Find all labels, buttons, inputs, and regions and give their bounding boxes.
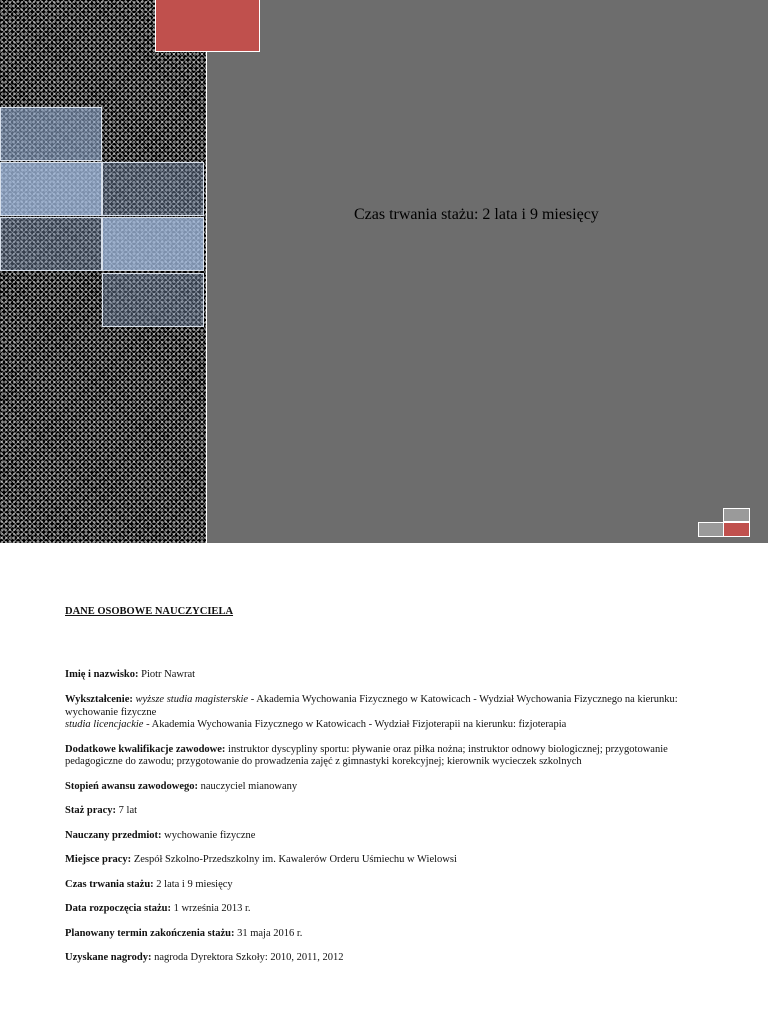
field-value: 7 lat (116, 805, 138, 816)
education-detail-1: - Akademia Wychowania Fizycznego w Katowicach - Wydział Wychowania Fizycznego na kierunku: wychowanie fizyczne (65, 694, 678, 718)
education-detail-2: - Akademia Wychowania Fizycznego w Katowicach - Wydział Fizjoterapii na kierunku: fizjoterapia (143, 719, 567, 730)
field-education (65, 694, 705, 732)
section-heading: DANE OSOBOWE NAUCZYCIELA (65, 606, 234, 617)
cover-tile (0, 217, 102, 271)
field-value: 31 maja 2016 r. (234, 927, 303, 939)
field-rank (65, 781, 705, 794)
cover-title: Czas trwania stażu: 2 lata i 9 miesięcy (354, 206, 599, 223)
education-degree-1: wyższe studia magisterskie (135, 694, 249, 705)
field-value: nauczyciel mianowany (198, 780, 298, 792)
cover-deco-square (698, 522, 724, 537)
field-label: Wykształcenie: (65, 694, 133, 705)
field-subject (65, 830, 705, 843)
field-label: Miejsce pracy: (65, 854, 132, 865)
field-name (65, 669, 705, 682)
field-label: Planowany termin zakończenia stażu: (65, 927, 235, 939)
field-end-date (65, 928, 705, 941)
cover-red-block (155, 0, 260, 52)
cover-tile (0, 107, 102, 161)
field-label: Imię i nazwisko: (65, 668, 139, 680)
cover-tile (102, 162, 204, 216)
field-label: Staż pracy: (65, 805, 117, 816)
cover-pattern-panel (0, 0, 207, 543)
field-duration (65, 879, 705, 892)
cover-tile (102, 217, 204, 271)
cover-tile (102, 273, 204, 327)
field-seniority (65, 805, 705, 818)
field-value: instruktor dyscypliny sportu: pływanie oraz piłka nożna; instruktor odnowy biologicznej; przygotowanie pedagogiczne do zawodu; przygotowanie do prowadzenia zajęć z gimnastyki korekcyjnej; kierownik wycieczek szkolnych (65, 743, 668, 767)
field-workplace (65, 854, 705, 867)
field-value: Zespół Szkolno-Przedszkolny im. Kawalerów Orderu Uśmiechu w Wielowsi (131, 854, 457, 865)
field-start-date (65, 903, 705, 916)
field-label: Uzyskane nagrody: (65, 952, 152, 963)
field-value: wychowanie fizyczne (161, 829, 256, 841)
field-label: Czas trwania stażu: (65, 878, 154, 890)
teacher-data-section (65, 606, 705, 965)
field-value: 1 września 2013 r. (170, 903, 251, 914)
cover-tile (0, 162, 102, 216)
field-value: Piotr Nawrat (138, 668, 196, 680)
field-label: Dodatkowe kwalifikacje zawodowe: (65, 743, 226, 755)
cover-deco-square (723, 508, 750, 522)
field-label: Data rozpoczęcia stażu: (65, 903, 171, 914)
field-value: 2 lata i 9 miesięcy (153, 878, 233, 890)
cover-deco-square (723, 522, 750, 537)
field-label: Stopień awansu zawodowego: (65, 780, 199, 792)
field-awards (65, 952, 705, 965)
field-label: Nauczany przedmiot: (65, 829, 162, 841)
education-degree-2: studia licencjackie (65, 719, 144, 730)
field-value: nagroda Dyrektora Szkoły: 2010, 2011, 2012 (151, 952, 344, 963)
field-qualifications (65, 744, 705, 769)
